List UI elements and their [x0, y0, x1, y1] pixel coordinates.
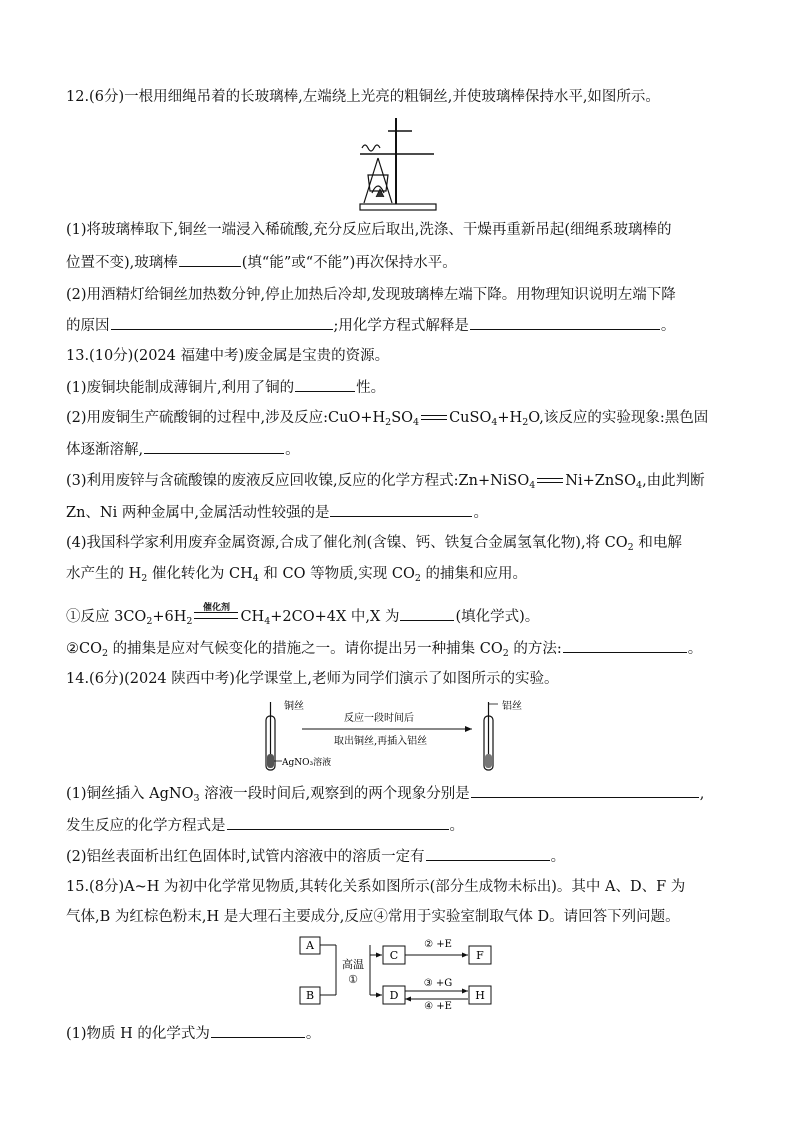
answer-blank[interactable]	[426, 845, 550, 861]
copper-wire-label: 铜丝	[284, 701, 304, 712]
answer-blank[interactable]	[330, 501, 472, 517]
reaction-3-label: ③ +G	[423, 978, 453, 989]
reaction-1-label: ①	[348, 973, 358, 986]
answer-blank[interactable]	[471, 782, 699, 798]
svg-text:D: D	[389, 989, 399, 1002]
arrow-bottom-label: 取出铜丝,再插入铝丝	[334, 736, 428, 747]
answer-blank[interactable]	[563, 637, 687, 653]
q13-part4-line1: (4)我国科学家利用废弃金属资源,合成了催化剂(含镍、钙、铁复合金属氢氧化物),将 $CO_2$ 和电解	[66, 535, 682, 553]
q12-part1-line2: 位置不变),玻璃棒 (填“能”或“不能”)再次保持水平。	[66, 251, 730, 274]
answer-blank[interactable]	[211, 1022, 305, 1038]
q15-flow-diagram	[296, 933, 496, 1011]
q15-stem-line2: 气体,B 为红棕色粉末,H 是大理石主要成分,反应④常用于实验室制取气体 D。请回答下列问题。	[66, 909, 680, 925]
answer-blank[interactable]	[400, 605, 454, 621]
arrow-icon	[462, 989, 468, 994]
q15-part1: (1)物质 H 的化学式为 。	[66, 1022, 730, 1045]
equals-sign	[421, 415, 447, 421]
svg-text:F: F	[476, 949, 484, 962]
arrow-top-label: 反应一段时间后	[344, 713, 414, 724]
q14-stem: 14.(6分)(2024 陕西中考)化学课堂上,老师为同学们演示了如图所示的实验。	[66, 671, 559, 687]
q12-part2-line1: (2)用酒精灯给铜丝加热数分钟,停止加热后冷却,发现玻璃棒左端下降。用物理知识说明左端下降	[66, 287, 676, 303]
q13-part4-line2: 水产生的 $H_2$ 催化转化为 $CH_4$ 和 CO 等物质,实现 $CO_2$ 的捕集和应用。	[66, 566, 527, 584]
aluminum-wire-label: 铝丝	[502, 701, 522, 712]
catalyst-equals-sign: 催化剂	[194, 607, 238, 621]
q13-part2-line1: (2)用废铜生产硫酸铜的过程中,涉及反应$:CuO+H_2SO_4$ $CuSO_4+H_2O$,该反应的实验现象:黑色固	[66, 410, 709, 428]
arrow-icon	[376, 993, 382, 998]
q14-part1-line1: (1)铜丝插入 AgNO$_3$ 溶液一段时间后,观察到的两个现象分别是 ,	[66, 782, 730, 805]
svg-text:H: H	[475, 989, 485, 1002]
svg-text:C: C	[389, 949, 399, 962]
q12-part1-line1: (1)将玻璃棒取下,铜丝一端浸入稀硫酸,充分反应后取出,洗涤、干燥再重新吊起(细绳系玻璃棒的	[66, 222, 672, 238]
svg-text:B: B	[305, 989, 315, 1002]
svg-text:A: A	[306, 939, 314, 952]
q13-part2-line2: 体逐渐溶解, 。	[66, 438, 730, 461]
q15-stem-line1: 15.(8分)A~H 为初中化学常见物质,其转化关系如图所示(部分生成物未标出)。其中 A、D、F 为	[66, 879, 686, 895]
answer-blank[interactable]	[227, 814, 449, 830]
q13-part3-line1: (3)利用废锌与含硫酸镍的废液反应回收镍,反应的化学方程式:Zn+NiSO$_4$ Ni+ZnSO$_4$,由此判断	[66, 473, 705, 491]
q12-apparatus-figure	[358, 113, 438, 213]
q14-part2: (2)铝丝表面析出红色固体时,试管内溶液中的溶质一定有 。	[66, 845, 730, 868]
arrow-icon	[405, 997, 411, 1002]
reaction-2-label: ② +E	[424, 939, 452, 950]
equals-sign	[537, 478, 563, 484]
solution-label: AgNO₃溶液	[282, 758, 332, 768]
arrow-icon	[376, 953, 382, 958]
answer-blank[interactable]	[295, 376, 355, 392]
q12-stem: 12.(6分)一根用细绳吊着的长玻璃棒,左端绕上光亮的粗铜丝,并使玻璃棒保持水平,如图所示。	[66, 89, 660, 105]
arrow-icon	[462, 953, 468, 958]
answer-blank[interactable]	[470, 314, 660, 330]
q14-experiment-figure	[262, 698, 538, 776]
arrow-icon	[465, 726, 472, 732]
q13-stem: 13.(10分)(2024 福建中考)废金属是宝贵的资源。	[66, 348, 390, 364]
q13-part4-question2: $②CO_2$ 的捕集是应对气候变化的措施之一。请你提出另一种捕集 $CO_2$ 的方法: 。	[66, 637, 730, 660]
q13-part1: (1)废铜块能制成薄铜片,利用了铜的 性。	[66, 376, 730, 399]
q14-part1-line2: 发生反应的化学方程式是 。	[66, 814, 730, 837]
q12-part2-line2: 的原因 ;用化学方程式解释是 。	[66, 314, 730, 337]
answer-blank[interactable]	[111, 314, 333, 330]
q13-part3-line2: Zn、Ni 两种金属中,金属活动性较强的是 。	[66, 501, 730, 524]
answer-blank[interactable]	[179, 251, 241, 267]
q13-part4-question1: ①反应 $3CO_2+6H_2$ 催化剂 $CH_4+2CO+4X$ 中,X 为 (填化学式)。	[66, 603, 540, 627]
condition-label: 高温	[342, 958, 364, 971]
answer-blank[interactable]	[144, 438, 284, 454]
reaction-4-label: ④ +E	[424, 1001, 452, 1011]
